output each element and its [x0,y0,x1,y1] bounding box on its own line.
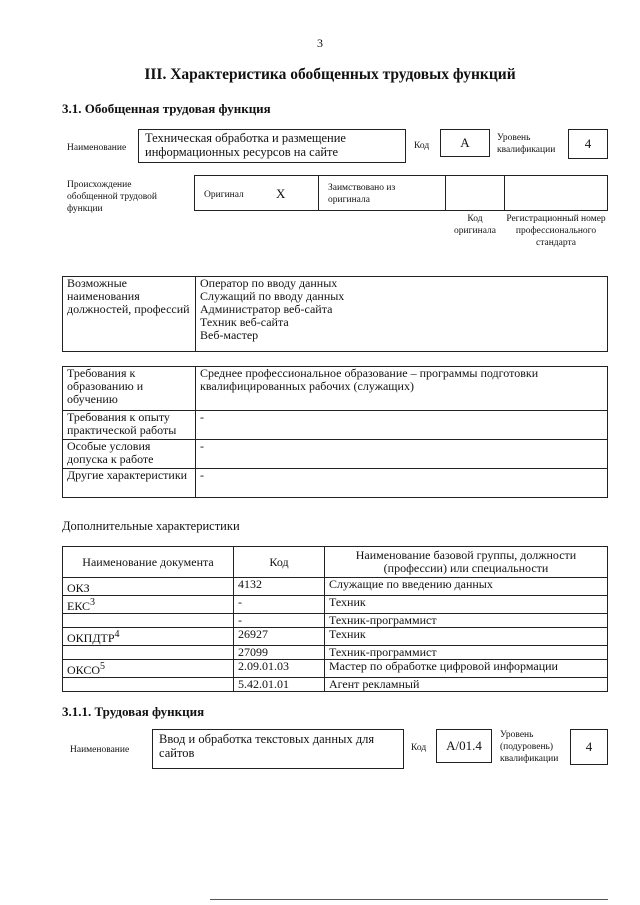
additional-heading: Дополнительные характеристики [62,519,240,533]
doc-title: Мастер по обработке цифровой информации [325,660,608,678]
borrowed-label: Заимствовано из оригинала [328,183,396,205]
tf-heading: 3.1.1. Трудовая функция [62,704,205,719]
doc-footnote: 4 [114,629,120,640]
doc-code: 2.09.01.03 [234,660,325,678]
position-item: Веб-мастер [200,328,259,342]
position-item: Оператор по вводу данных [200,276,338,290]
positions-label: Возможные наименования должностей, профессий [63,277,196,352]
col-header-code: Код [234,547,325,578]
doc-code: 27099 [234,646,325,660]
gtf-level-label: Уровень квалификации [497,133,556,155]
additional-header-row [63,547,608,578]
table-row [63,596,608,614]
requirement-label: Требования к образованию и обучению [63,367,196,411]
requirement-row [63,440,608,469]
requirements-table [62,366,608,498]
doc-footnote: 3 [90,597,96,608]
doc-title: Агент рекламный [325,678,608,692]
doc-title: Техник-программист [325,646,608,660]
col-header-name: Наименование базовой группы, должности (профессии) или специальности [325,547,608,578]
section-title: III. Характеристика обобщенных трудовых функций [144,66,516,83]
doc-name: ОКЗ [67,581,90,595]
table-row [63,646,608,660]
requirement-value: - [196,411,608,440]
original-mark: Х [276,186,286,201]
table-row [63,578,608,596]
tf-code-label: Код [411,743,427,753]
origin-divider-3 [504,175,505,211]
gtf-level-value: 4 [568,129,608,159]
gtf-name-label: Наименование [67,143,127,153]
doc-title: Техник [325,628,608,646]
doc-code: - [234,614,325,628]
tf-name-value: Ввод и обработка текстовых данных для сайтов [152,729,404,769]
table-row [63,660,608,678]
code-original-label: Код оригинала [454,214,496,236]
origin-divider-2 [445,175,446,211]
position-item: Техник веб-сайта [200,315,289,329]
requirement-label: Особые условия допуска к работе [63,440,196,469]
table-row [63,628,608,646]
table-row [63,614,608,628]
requirement-value: - [196,440,608,469]
requirement-label: Другие характеристики [63,469,196,498]
additional-table [62,546,608,692]
tf-code-value: A/01.4 [436,729,492,763]
gtf-heading: 3.1. Обобщенная трудовая функция [62,101,271,116]
doc-footnote: 5 [100,661,106,672]
page-number: 3 [317,36,323,50]
next-table-top-border [210,899,608,900]
doc-code: 4132 [234,578,325,596]
doc-title: Техник [325,596,608,614]
requirement-value: Среднее профессиональное образование – программы подготовки квалифицированных рабочих (служащих) [196,367,608,411]
doc-name: ЕКС [67,599,91,613]
reg-number-label: Регистрационный номер профессионального стандарта [506,214,606,248]
position-item: Служащий по вводу данных [200,289,345,303]
doc-name: ОКСО [67,663,101,677]
requirement-label: Требования к опыту практической работы [63,411,196,440]
requirement-value: - [196,469,608,498]
doc-title: Техник-программист [325,614,608,628]
requirement-row [63,367,608,411]
requirement-row [63,469,608,498]
gtf-code-label: Код [414,141,430,151]
doc-code: - [234,596,325,614]
doc-name: ОКПДТР [67,631,115,645]
gtf-origin-label: Происхождение обобщенной трудовой функции [67,180,157,214]
col-header-document: Наименование документа [63,547,234,578]
tf-level-value: 4 [570,729,608,765]
requirement-row [63,411,608,440]
tf-name-label: Наименование [70,745,130,755]
doc-title: Служащие по введению данных [325,578,608,596]
tf-level-label: Уровень (подуровень) квалификации [500,730,559,764]
gtf-code-value: А [440,129,490,157]
positions-table [62,276,608,352]
positions-list [196,277,608,352]
origin-divider-1 [318,175,319,211]
original-label: Оригинал [204,190,244,200]
gtf-name-value: Техническая обработка и размещение информационных ресурсов на сайте [138,129,406,163]
table-row [63,678,608,692]
doc-code: 26927 [234,628,325,646]
doc-code: 5.42.01.01 [234,678,325,692]
position-item: Администратор веб-сайта [200,302,333,316]
